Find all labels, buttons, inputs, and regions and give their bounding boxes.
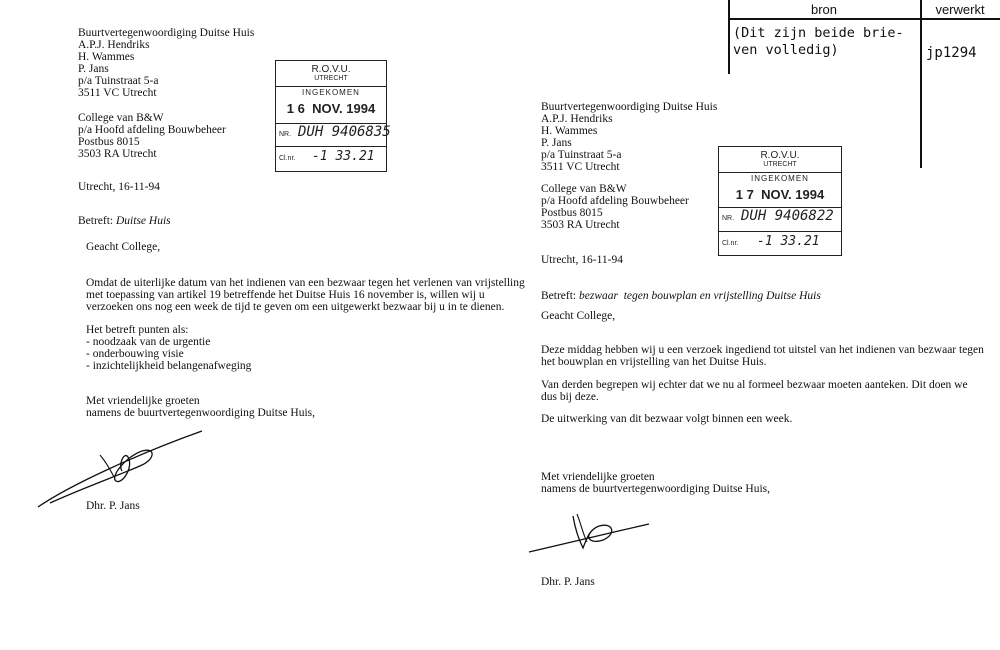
stamp-org: R.O.V.U.	[760, 150, 800, 161]
letter1-sender-line: P. Jans	[78, 63, 109, 75]
letter2-closing: Met vriendelijke groeten	[541, 471, 655, 483]
stamp-cl-value: -1 33.21	[757, 234, 820, 249]
register-header-verwerkt: verwerkt	[935, 2, 985, 17]
register-code: jp1294	[926, 45, 977, 61]
letter2-received-stamp	[718, 146, 842, 256]
letter1-subject-value: Duitse Huis	[116, 215, 171, 227]
stamp-label: INGEKOMEN	[302, 88, 360, 97]
letter1-point: - inzichtelijkheid belangenafweging	[86, 360, 252, 372]
letter2-sender-line: P. Jans	[541, 137, 572, 149]
stamp-nr-value: DUH 9406822	[741, 208, 834, 224]
letter2-sender-line: Buurtvertegenwoordiging Duitse Huis	[541, 101, 718, 113]
letter1-salutation: Geacht College,	[86, 241, 161, 253]
letter2-sender-line: 3511 VC Utrecht	[541, 161, 620, 173]
letter1-sender-line: H. Wammes	[78, 51, 135, 63]
letter1-sender-line: 3511 VC Utrecht	[78, 87, 157, 99]
stamp-org: R.O.V.U.	[311, 64, 351, 75]
letter1-point: - noodzaak van de urgentie	[86, 336, 211, 348]
letter2-date: Utrecht, 16-11-94	[541, 254, 623, 266]
letter2-para-line: Van derden begrepen wij echter dat we nu al formeel bezwaar moeten aanteken. Dit doen we	[541, 379, 968, 391]
letter1-body-line: verzoeken ons nog een week de tijd te geven om een uitgewerkt bezwaar bij u in te dienen.	[86, 301, 505, 313]
letter2-recipient-line: 3503 RA Utrecht	[541, 219, 620, 231]
letter1-recipient-line: College van B&W	[78, 112, 164, 124]
stamp-city: UTRECHT	[763, 161, 797, 168]
letter2-recipient-line: College van B&W	[541, 183, 627, 195]
register-divider	[920, 0, 922, 168]
stamp-cl-value: -1 33.21	[312, 149, 375, 164]
letter1-signatory: Dhr. P. Jans	[86, 500, 140, 512]
register-header-rule	[728, 18, 1000, 20]
letter1-recipient-line: 3503 RA Utrecht	[78, 148, 157, 160]
letter1-subject-label: Betreft:	[78, 215, 114, 227]
letter1-point: - onderbouwing visie	[86, 348, 184, 360]
stamp-nr-value: DUH 9406835	[298, 124, 391, 140]
letter1-sender-line: p/a Tuinstraat 5-a	[78, 75, 159, 87]
stamp-date: 1 7 NOV. 1994	[735, 187, 825, 202]
stamp-cl-label: Cl.nr.	[722, 240, 739, 247]
letter2-subject-label: Betreft:	[541, 290, 577, 302]
letter1-sender-line: A.P.J. Hendriks	[78, 39, 150, 51]
letter2-closing: namens de buurtvertegenwoordiging Duitse Huis,	[541, 483, 770, 495]
letter1-closing: namens de buurtvertegenwoordiging Duitse Huis,	[86, 407, 315, 419]
letter1-recipient-line: Postbus 8015	[78, 136, 140, 148]
letter2-para-line: dus bij deze.	[541, 391, 599, 403]
letter2-sender-line: A.P.J. Hendriks	[541, 113, 613, 125]
letter2-signatory: Dhr. P. Jans	[541, 576, 595, 588]
letter2-recipient-line: p/a Hoofd afdeling Bouwbeheer	[541, 195, 689, 207]
letter1-body-line: Omdat de uiterlijke datum van het indienen van een bezwaar tegen het verlenen van vrijstelling	[86, 277, 525, 289]
stamp-nr-label: NR.	[722, 215, 735, 222]
letter1-points-intro: Het betreft punten als:	[86, 324, 189, 336]
letter2-subject-value: bezwaar tegen bouwplan en vrijstelling Duitse Huis	[579, 290, 821, 302]
letter1-sender-line: Buurtvertegenwoordiging Duitse Huis	[78, 27, 255, 39]
letter2-sender-line: p/a Tuinstraat 5-a	[541, 149, 622, 161]
register-header-bron: bron	[810, 2, 838, 17]
letter1-closing: Met vriendelijke groeten	[86, 395, 200, 407]
letter2-salutation: Geacht College,	[541, 310, 616, 322]
letter1-recipient-line: p/a Hoofd afdeling Bouwbeheer	[78, 124, 226, 136]
stamp-label: INGEKOMEN	[751, 174, 809, 183]
letter1-subject	[78, 215, 171, 227]
letter2-para-line: Deze middag hebben wij u een verzoek ingediend tot uitstel van het indienen van bezwaar tegen	[541, 344, 984, 356]
register-note-line: (Dit zijn beide brie-	[733, 25, 904, 41]
letter2-recipient-line: Postbus 8015	[541, 207, 603, 219]
stamp-cl-label: Cl.nr.	[279, 155, 296, 162]
stamp-city: UTRECHT	[314, 75, 348, 82]
register-note-line: ven volledig)	[733, 42, 839, 58]
letter2-sender-line: H. Wammes	[541, 125, 598, 137]
letter1-body-line: met toepassing van artikel 19 betreffende het Duitse Huis 16 november is, willen wij u	[86, 289, 485, 301]
register-note	[733, 25, 904, 59]
letter1-date: Utrecht, 16-11-94	[78, 181, 160, 193]
letter2-signature	[525, 508, 655, 558]
letter1-received-stamp	[275, 60, 391, 172]
letter2-para-line: het bouwplan en vrijstelling van het Duitse Huis.	[541, 356, 767, 368]
stamp-date: 1 6 NOV. 1994	[286, 101, 376, 116]
letter2-subject	[541, 290, 821, 302]
letter2-para3: De uitwerking van dit bezwaar volgt binnen een week.	[541, 413, 793, 425]
stamp-nr-label: NR.	[279, 131, 292, 138]
